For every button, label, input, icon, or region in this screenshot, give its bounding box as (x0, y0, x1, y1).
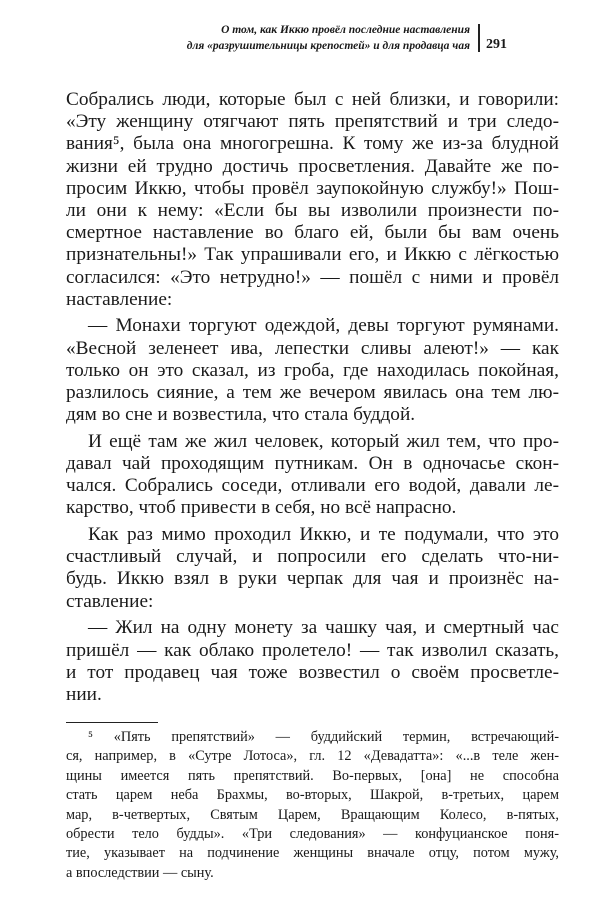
page-number: 291 (486, 37, 507, 52)
text-line: «Эту женщину отягчают пять препятствий и три следо- (66, 111, 559, 133)
text-line: согласился: «Это нетрудно!» — пошёл с ними и провёл (66, 266, 559, 288)
text-line: разлилось сияние, а тем же вечером явилась она тем лю- (66, 381, 559, 403)
text-line: Как раз мимо проходил Иккю, и те подумали, что это (88, 524, 559, 546)
text-line: — Жил на одну монету за чашку чая, и смертный час (88, 617, 559, 639)
text-line: вания⁵, была она многогрешна. К тому же из-за блудной (66, 133, 559, 155)
footnote-rule (66, 722, 158, 723)
text-line: «Весной зеленеет ива, лепестки сливы алеют!» — как (66, 337, 559, 359)
footnote (66, 728, 559, 883)
footnote-line: а впоследствии — сыну. (66, 864, 214, 881)
text-line: пришёл — как облако пролетело! — так изволил сказать, (66, 639, 559, 661)
text-line: — Монахи торгуют одеждой, девы торгуют румянами. (88, 315, 559, 337)
footnote-line: стать царем неба Брахмы, во-вторых, Шакрой, в-третьих, царем (66, 787, 559, 804)
text-line: карство, чтоб привести в себя, но всё напрасно. (66, 497, 457, 519)
text-line: счастливый случай, и попросили его сделать что-ни- (66, 546, 559, 568)
text-line: дям во сне и возвестила, что стала буддой. (66, 404, 416, 426)
text-line: Собрались люди, которые был с ней близки, и говорили: (66, 89, 559, 110)
footnote-line: обрести тело будды». «Три следования» — конфуцианское поня- (66, 825, 559, 842)
text-line: смертное наставление во благо ей, были бы вам очень (66, 222, 559, 244)
text-line: только он это сказал, из гроба, где находилась покойная, (66, 359, 559, 381)
body-text (66, 89, 559, 706)
text-line: будь. Иккю взял в руки черпак для чая и произнёс на- (66, 568, 559, 590)
text-line: давал чай проходящим путникам. Он в одночасье скон- (66, 453, 559, 474)
text-line: признательны!» Так упрашивали его, и Иккю с лёгкостью (66, 244, 559, 266)
text-line: И ещё там же жил человек, который жил тем, что про- (88, 430, 559, 452)
running-header (60, 22, 470, 54)
text-line: ли они к нему: «Если бы вы изволили произнести по- (66, 199, 559, 221)
text-line: наставление: (66, 288, 173, 310)
text-line: и тот продавец чая тоже возвестил о своём просветле- (66, 661, 559, 683)
footnote-line: мар, в-четвертых, Святым Царем, Вращающим Колесо, в-пятых, (66, 806, 559, 823)
footnote-line: ⁵ «Пять препятствий» — буддийский термин, встречающий- (88, 729, 559, 745)
header-title-line-1: О том, как Иккю провёл последние наставления (221, 24, 470, 36)
text-line: чался. Собрались соседи, отливали его водой, давали ле- (66, 475, 559, 497)
header-divider (478, 24, 480, 52)
header-title-line-2: для «разрушительницы крепостей» и для продавца чая (186, 40, 470, 52)
text-line: просим Иккю, чтобы провёл заупокойную службу!» Пош- (66, 177, 559, 199)
footnote-line: тие, указывает на подчинение женщины вначале отцу, потом мужу, (66, 845, 559, 862)
footnote-line: щины имеется пять препятствий. Во-первых, [она] не способна (66, 767, 559, 784)
text-line: жизни ей трудно достичь просветления. Давайте же по- (66, 155, 559, 177)
text-line: нии. (66, 683, 102, 705)
footnote-line: ся, например, в «Сутре Лотоса», гл. 12 «Девадатта»: «...в теле жен- (66, 748, 559, 765)
text-line: ставление: (66, 590, 154, 612)
